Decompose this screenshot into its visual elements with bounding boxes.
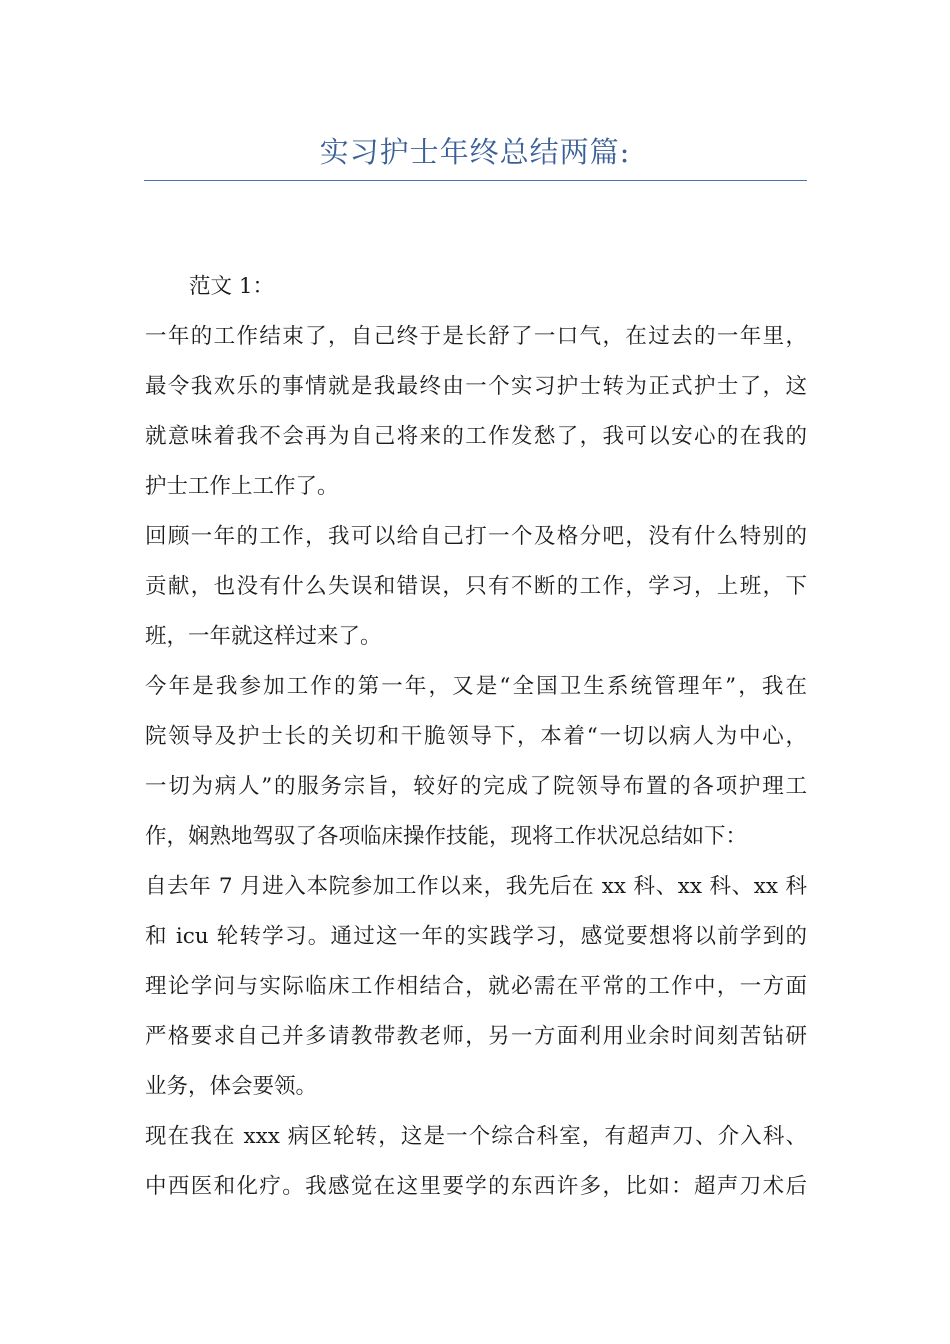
text-line: 作，娴熟地驾驭了各项临床操作技能，现将工作状况总结如下：: [145, 824, 748, 849]
section-heading: 范文 1：: [189, 274, 275, 299]
text-line: 业务，体会要领。: [145, 1074, 318, 1099]
text-line: 班，一年就这样过来了。: [145, 624, 382, 649]
text-line: 院领导及护士长的关切和干脆领导下，本着“一切以病人为中心，: [145, 724, 807, 749]
text-line: 自去年 7 月进入本院参加工作以来，我先后在 xx 科、xx 科、xx 科: [145, 874, 807, 899]
text-line: 最令我欢乐的事情就是我最终由一个实习护士转为正式护士了，这: [145, 374, 807, 399]
document-title: 实习护士年终总结两篇:: [319, 135, 631, 169]
text-line: 现在我在 xxx 病区轮转，这是一个综合科室，有超声刀、介入科、: [145, 1124, 807, 1149]
text-line: 中西医和化疗。我感觉在这里要学的东西许多，比如：超声刀术后: [145, 1174, 807, 1199]
text-line: 理论学问与实际临床工作相结合，就必需在平常的工作中，一方面: [145, 974, 807, 999]
text-line: 就意味着我不会再为自己将来的工作发愁了，我可以安心的在我的: [145, 424, 807, 449]
text-line: 回顾一年的工作，我可以给自己打一个及格分吧，没有什么特别的: [145, 524, 807, 549]
document-body: [145, 262, 807, 1212]
text-line: 护士工作上工作了。: [145, 474, 339, 499]
text-line: 贡献，也没有什么失误和错误，只有不断的工作，学习，上班，下: [145, 574, 807, 599]
text-line: 和 icu 轮转学习。通过这一年的实践学习，感觉要想将以前学到的: [145, 924, 807, 949]
text-line: 一年的工作结束了，自己终于是长舒了一口气，在过去的一年里，: [145, 324, 807, 349]
text-line: 今年是我参加工作的第一年，又是“全国卫生系统管理年”，我在: [145, 674, 807, 699]
text-line: 一切为病人”的服务宗旨，较好的完成了院领导布置的各项护理工: [145, 774, 807, 799]
title-underline: [144, 180, 807, 181]
text-line: 严格要求自己并多请教带教老师，另一方面利用业余时间刻苦钻研: [145, 1024, 807, 1049]
